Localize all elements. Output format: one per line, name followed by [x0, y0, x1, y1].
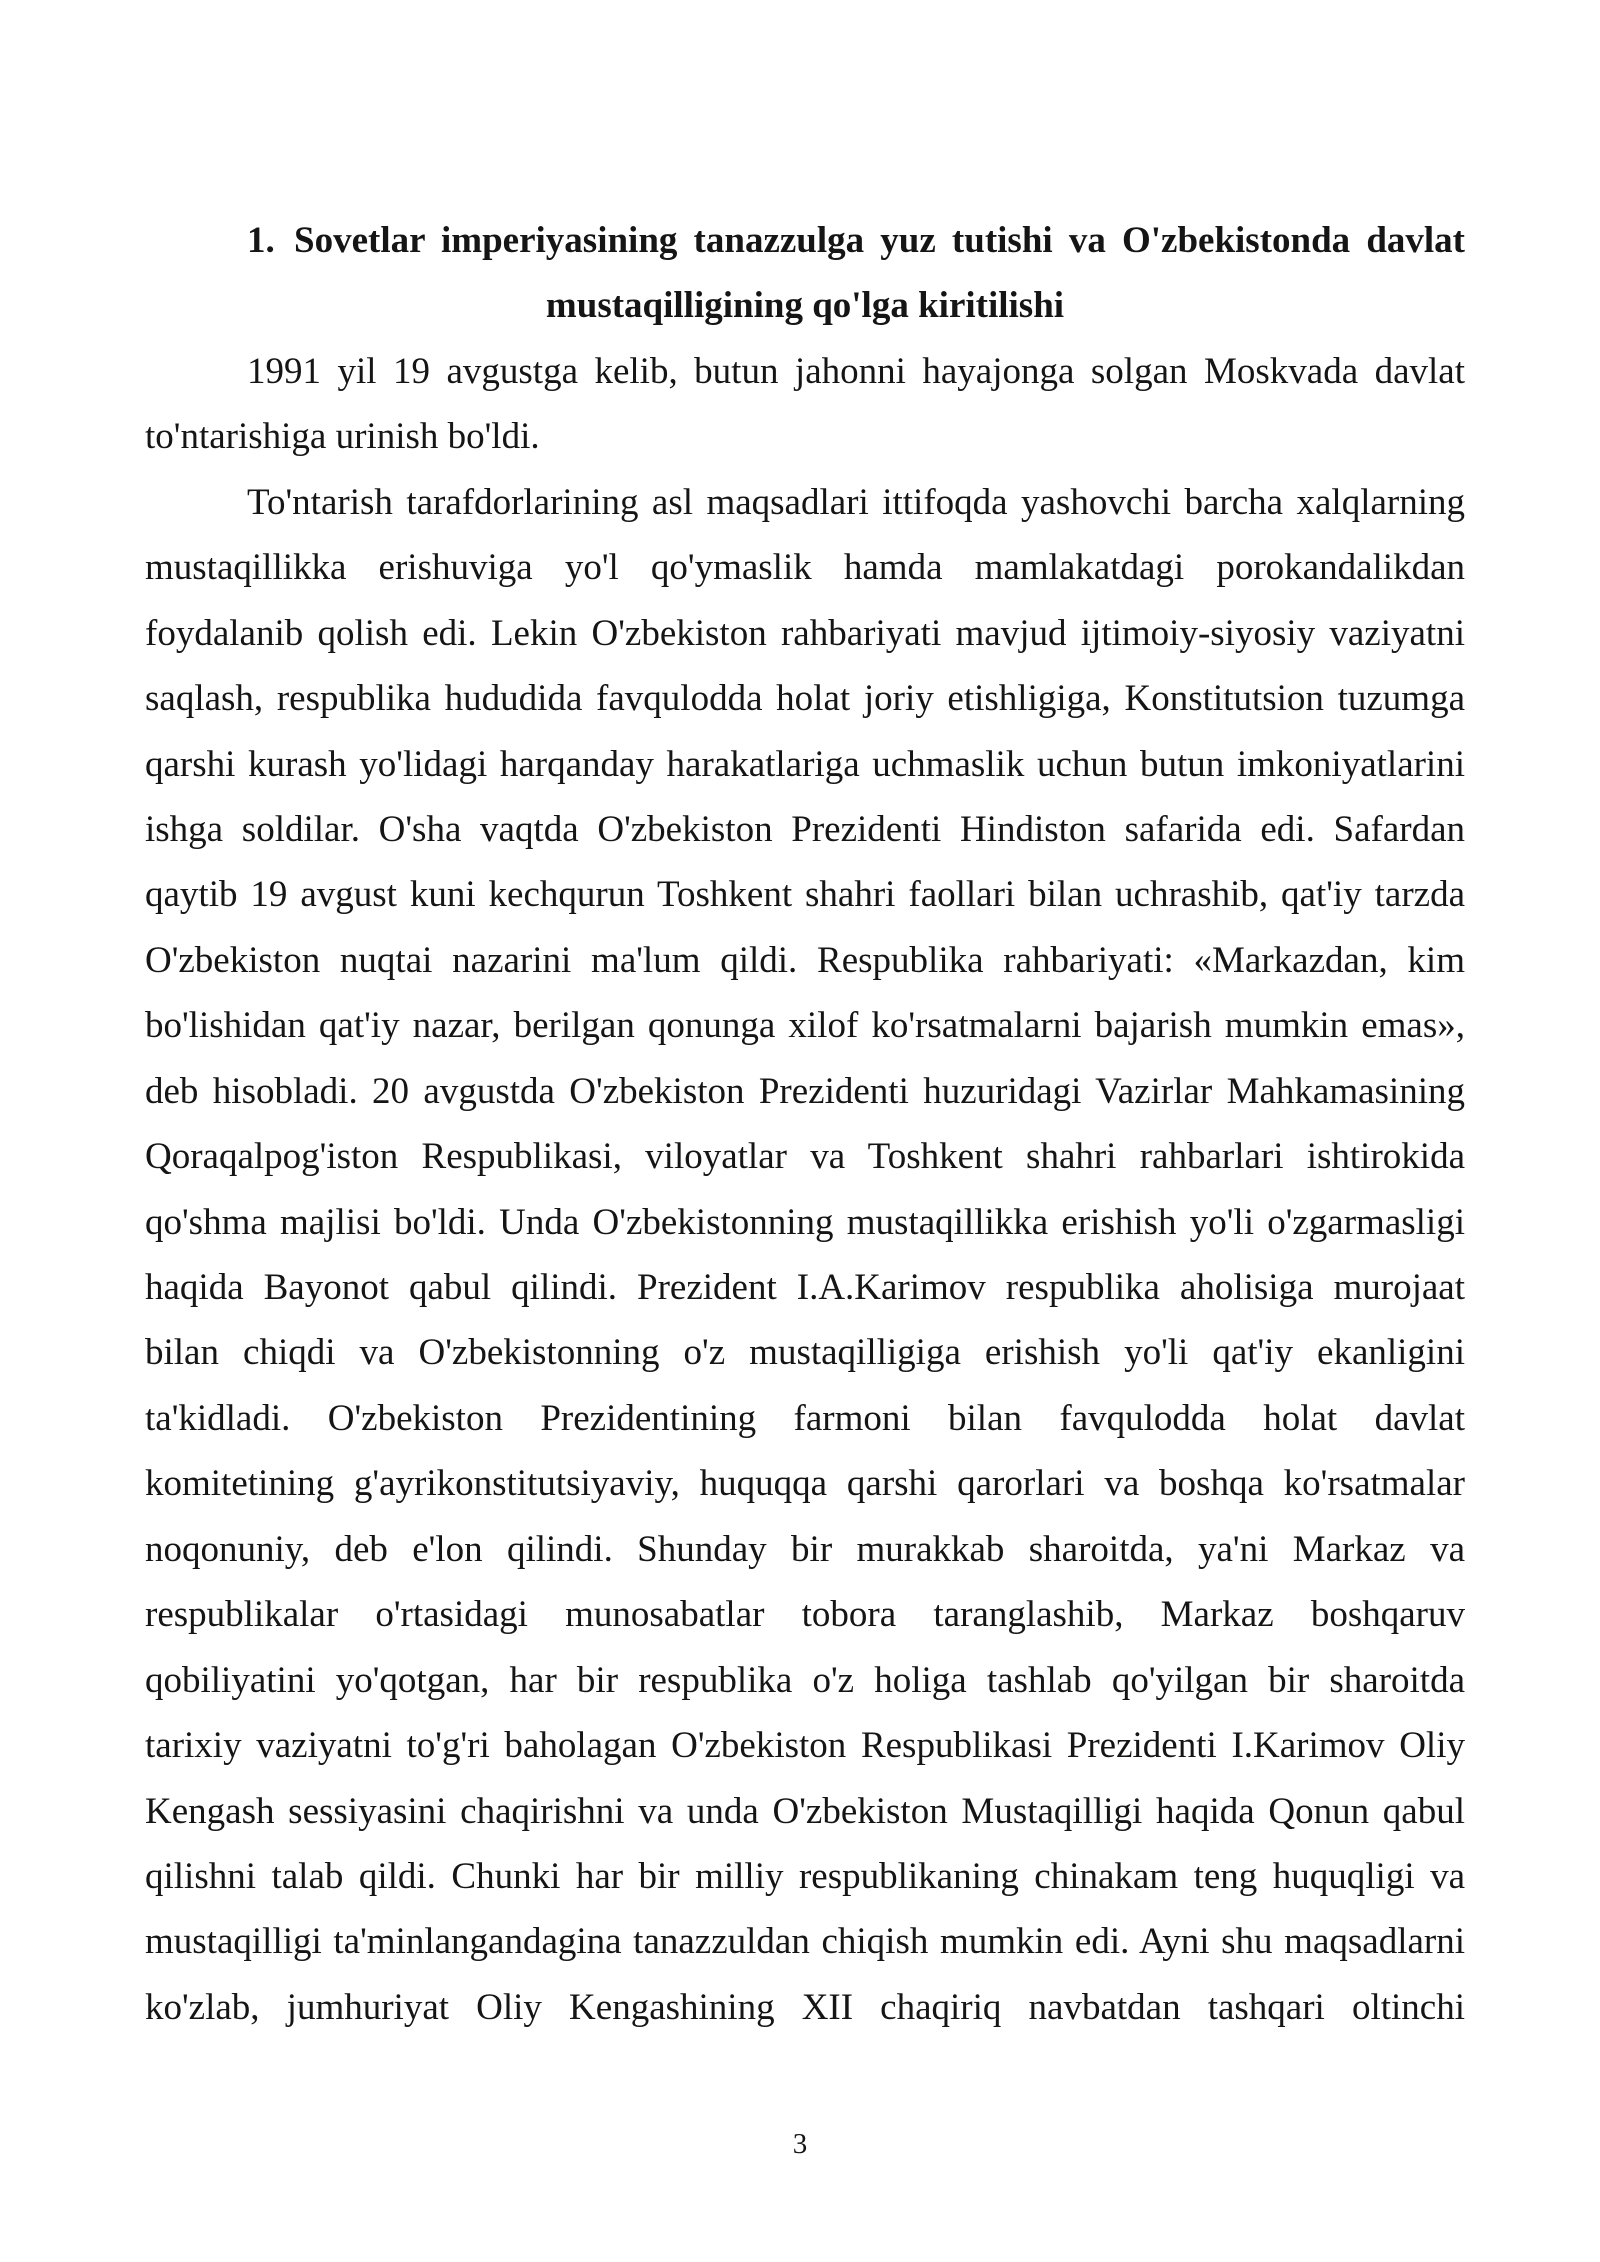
body-line: saqlash, respublika hududida favqulodda holat joriy etishligiga, Konstitutsion tuzumga: [145, 678, 1465, 720]
body-line: tarixiy vaziyatni to'g'ri baholagan O'zbekiston Respublikasi Prezidenti I.Karimov Oliy: [145, 1725, 1465, 1767]
page-body: [145, 208, 1465, 2040]
body-line: ko'zlab, jumhuriyat Oliy Kengashining XII chaqiriq navbatdan tashqari oltinchi: [145, 1986, 1465, 2028]
heading-number: 1.: [247, 220, 275, 261]
body-line: qo'shma majlisi bo'ldi. Unda O'zbekistonning mustaqillikka erishish yo'li o'zgarmasligi: [145, 1201, 1465, 1243]
body-line: Qoraqalpog'iston Respublikasi, viloyatlar va Toshkent shahri rahbarlari ishtirokida: [145, 1136, 1465, 1178]
body-line: Kengash sessiyasini chaqirishni va unda O'zbekiston Mustaqilligi haqida Qonun qabul: [145, 1790, 1465, 1832]
body-line: qarshi kurash yo'lidagi harqanday harakatlariga uchmaslik uchun butun imkoniyatlarini: [145, 743, 1465, 785]
body-line: To'ntarish tarafdorlarining asl maqsadlari ittifoqda yashovchi barcha xalqlarning: [247, 481, 1465, 523]
section-heading: [145, 208, 1465, 339]
body-line: bo'lishidan qat'iy nazar, berilgan qonunga xilof ko'rsatmalarni bajarish mumkin emas»,: [145, 1005, 1465, 1047]
body-line: qaytib 19 avgust kuni kechqurun Toshkent shahri faollari bilan uchrashib, qat'iy tarzda: [145, 874, 1465, 916]
heading-line: [145, 208, 1465, 273]
body-line: qilishni talab qildi. Chunki har bir milliy respublikaning chinakam teng huquqligi va: [145, 1855, 1465, 1897]
paragraph: [145, 339, 1465, 470]
body-line: qobiliyatini yo'qotgan, har bir respublika o'z holiga tashlab qo'yilgan bir sharoitda: [145, 1659, 1465, 1701]
body-line: deb hisobladi. 20 avgustda O'zbekiston Prezidenti huzuridagi Vazirlar Mahkamasining: [145, 1070, 1465, 1112]
body-line: mustaqilligi ta'minlangandagina tanazzuldan chiqish mumkin edi. Ayni shu maqsadlarni: [145, 1921, 1465, 1963]
body-line: mustaqillikka erishuviga yo'l qo'ymaslik hamda mamlakatdagi porokandalikdan: [145, 547, 1465, 589]
body-line: to'ntarishiga urinish bo'ldi.: [145, 416, 540, 458]
body-line: O'zbekiston nuqtai nazarini ma'lum qildi. Respublika rahbariyati: «Markazdan, kim: [145, 939, 1465, 981]
body-line: ta'kidladi. O'zbekiston Prezidentining farmoni bilan favqulodda holat davlat: [145, 1397, 1465, 1439]
heading-line: mustaqilligining qo'lga kiritilishi: [545, 285, 1065, 327]
body-line: 1991 yil 19 avgustga kelib, butun jahonni hayajonga solgan Moskvada davlat: [247, 350, 1465, 392]
heading-text: Sovetlar imperiyasining tanazzulga yuz tutishi va O'zbekistonda davlat: [294, 220, 1465, 261]
body-line: respublikalar o'rtasidagi munosabatlar tobora taranglashib, Markaz boshqaruv: [145, 1594, 1465, 1636]
body-line: haqida Bayonot qabul qilindi. Prezident I.A.Karimov respublika aholisiga murojaat: [145, 1267, 1465, 1308]
body-line: foydalanib qolish edi. Lekin O'zbekiston rahbariyati mavjud ijtimoiy-siyosiy vaziyatni: [145, 612, 1465, 654]
paragraph: [145, 470, 1465, 2041]
page-number: 3: [792, 2128, 808, 2160]
body-line: ishga soldilar. O'sha vaqtda O'zbekiston Prezidenti Hindiston safarida edi. Safardan: [145, 808, 1465, 850]
body-line: bilan chiqdi va O'zbekistonning o'z mustaqilligiga erishish yo'li qat'iy ekanligini: [145, 1332, 1465, 1374]
body-line: noqonuniy, deb e'lon qilindi. Shunday bir murakkab sharoitda, ya'ni Markaz va: [145, 1528, 1465, 1570]
body-line: komitetining g'ayrikonstitutsiyaviy, huquqqa qarshi qarorlari va boshqa ko'rsatmalar: [145, 1463, 1465, 1505]
